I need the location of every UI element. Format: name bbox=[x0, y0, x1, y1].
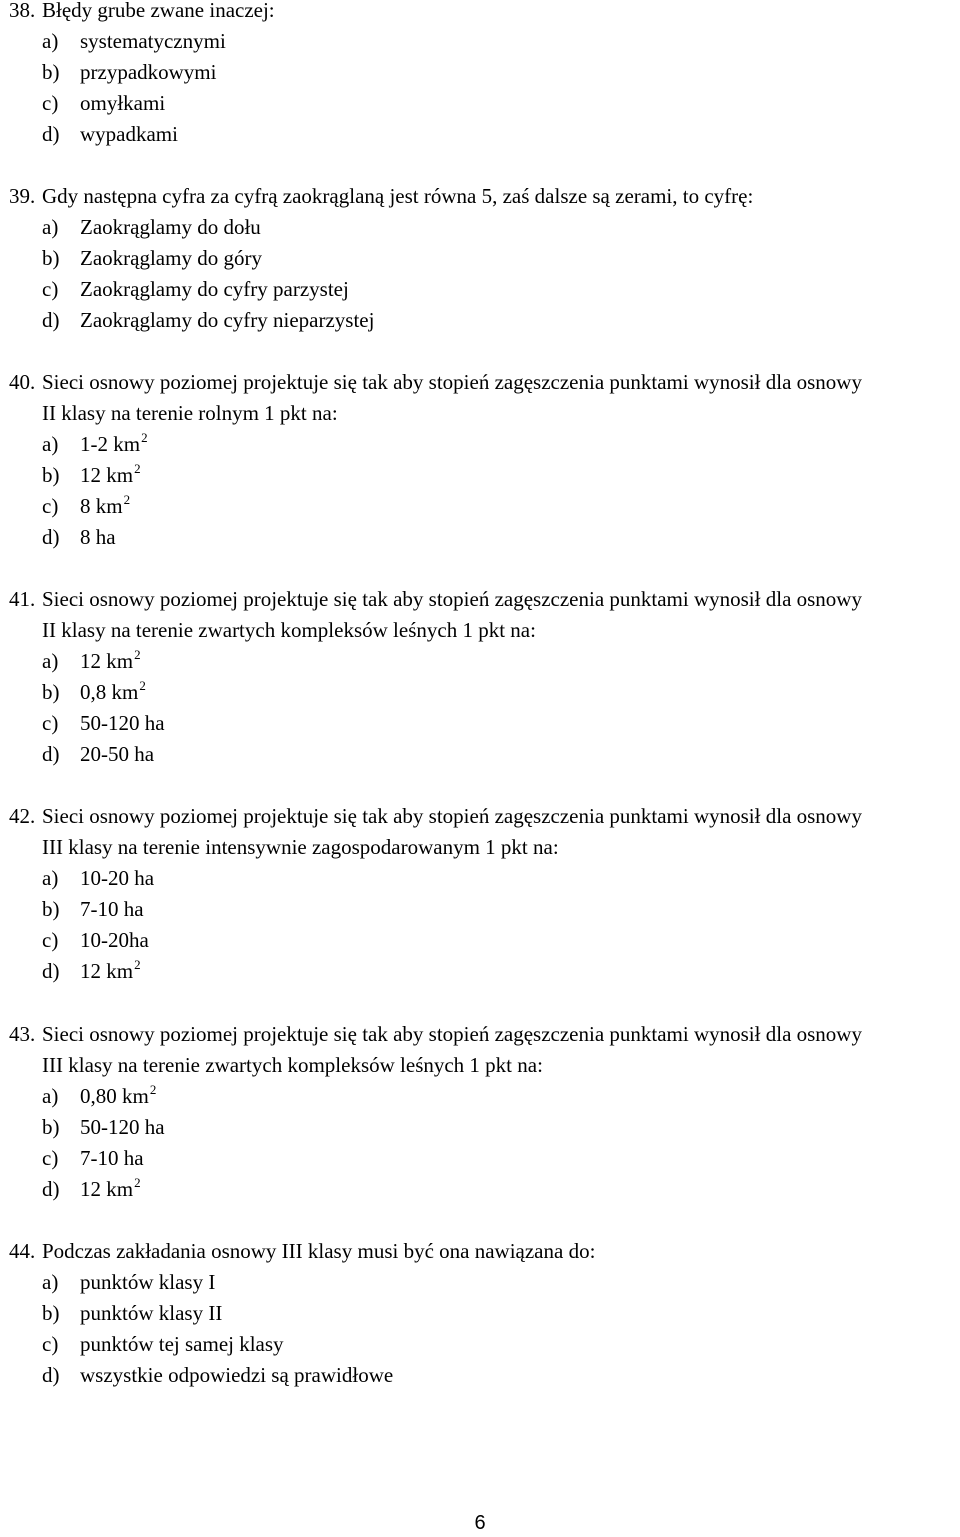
question-40 bbox=[0, 367, 960, 553]
option-superscript: 2 bbox=[123, 492, 131, 507]
option-letter: b) bbox=[42, 680, 60, 704]
option-value: wszystkie odpowiedzi są prawidłowe bbox=[80, 1363, 394, 1387]
option-letter: a) bbox=[42, 215, 59, 239]
option-letter: c) bbox=[42, 91, 59, 115]
question-text: II klasy na terenie zwartych kompleksów leśnych 1 pkt na: bbox=[42, 618, 536, 642]
option-text bbox=[80, 1360, 393, 1391]
option-value: 12 km bbox=[80, 1177, 134, 1201]
question-44 bbox=[0, 1236, 960, 1391]
option-value: Zaokrąglamy do cyfry nieparzystej bbox=[80, 308, 375, 332]
question-text: Gdy następna cyfra za cyfrą zaokrąglaną jest równa 5, zaś dalsze są zerami, to cyfrę: bbox=[42, 184, 754, 208]
option-value: punktów klasy II bbox=[80, 1301, 223, 1325]
question-text-line bbox=[0, 1019, 960, 1050]
question-number: 44. bbox=[9, 1239, 36, 1263]
answer-option bbox=[0, 1174, 960, 1205]
option-text bbox=[80, 1143, 144, 1174]
option-letter: a) bbox=[42, 866, 59, 890]
option-letter: d) bbox=[42, 959, 60, 983]
question-text-line bbox=[0, 584, 960, 615]
option-text bbox=[80, 1081, 156, 1114]
option-text bbox=[80, 1174, 141, 1207]
question-text-line bbox=[0, 801, 960, 832]
option-value: 0,80 km bbox=[80, 1084, 149, 1108]
option-text bbox=[80, 925, 149, 956]
question-43 bbox=[0, 1019, 960, 1205]
option-value: 20-50 ha bbox=[80, 742, 155, 766]
question-number: 43. bbox=[9, 1022, 36, 1046]
option-letter: b) bbox=[42, 1115, 60, 1139]
option-text bbox=[80, 894, 144, 925]
option-letter: c) bbox=[42, 711, 59, 735]
answer-option bbox=[0, 708, 960, 739]
option-value: systematycznymi bbox=[80, 29, 226, 53]
question-text: Podczas zakładania osnowy III klasy musi być ona nawiązana do: bbox=[42, 1239, 596, 1263]
option-letter: d) bbox=[42, 1177, 60, 1201]
option-superscript: 2 bbox=[141, 430, 148, 445]
option-letter: a) bbox=[42, 29, 59, 53]
option-text bbox=[80, 88, 165, 119]
option-letter: d) bbox=[42, 1363, 60, 1387]
option-value: 8 km bbox=[80, 494, 123, 518]
option-letter: c) bbox=[42, 928, 59, 952]
answer-option bbox=[0, 305, 960, 336]
question-text-line bbox=[0, 615, 960, 646]
option-superscript: 2 bbox=[139, 678, 146, 693]
option-letter: d) bbox=[42, 742, 60, 766]
option-text bbox=[80, 1112, 165, 1143]
question-text-line bbox=[0, 1050, 960, 1081]
option-value: 12 km bbox=[80, 463, 134, 487]
answer-option bbox=[0, 1360, 960, 1391]
answer-option bbox=[0, 1298, 960, 1329]
option-letter: c) bbox=[42, 1332, 59, 1356]
option-value: Zaokrąglamy do dołu bbox=[80, 215, 261, 239]
page-number: 6 bbox=[474, 1512, 486, 1534]
answer-option bbox=[0, 491, 960, 522]
option-letter: b) bbox=[42, 897, 60, 921]
answer-option bbox=[0, 522, 960, 553]
option-text bbox=[80, 57, 216, 88]
option-superscript: 2 bbox=[134, 1175, 141, 1190]
option-value: 1-2 km bbox=[80, 432, 141, 456]
option-letter: d) bbox=[42, 122, 60, 146]
option-text bbox=[80, 1298, 222, 1329]
question-39 bbox=[0, 181, 960, 336]
option-text bbox=[80, 119, 178, 150]
answer-option bbox=[0, 26, 960, 57]
option-superscript: 2 bbox=[149, 1082, 157, 1097]
option-letter: c) bbox=[42, 494, 59, 518]
question-number: 38. bbox=[9, 0, 36, 22]
question-text: III klasy na terenie zwartych kompleksów leśnych 1 pkt na: bbox=[42, 1053, 543, 1077]
answer-option bbox=[0, 243, 960, 274]
answer-option bbox=[0, 646, 960, 677]
option-value: 10-20 ha bbox=[80, 866, 155, 890]
answer-option bbox=[0, 1267, 960, 1298]
option-text bbox=[80, 212, 261, 243]
option-text bbox=[80, 305, 374, 336]
answer-option bbox=[0, 677, 960, 708]
option-value: punktów tej samej klasy bbox=[80, 1332, 284, 1356]
question-number: 39. bbox=[9, 184, 36, 208]
answer-option bbox=[0, 925, 960, 956]
question-text-line bbox=[0, 367, 960, 398]
option-letter: a) bbox=[42, 1270, 59, 1294]
option-text bbox=[80, 708, 165, 739]
question-text: III klasy na terenie intensywnie zagospodarowanym 1 pkt na: bbox=[42, 835, 559, 859]
question-38 bbox=[0, 0, 960, 150]
option-text bbox=[80, 274, 349, 305]
option-value: 12 km bbox=[80, 649, 134, 673]
option-text bbox=[80, 522, 116, 553]
option-text bbox=[80, 677, 146, 710]
answer-option bbox=[0, 88, 960, 119]
option-value: punktów klasy I bbox=[80, 1270, 216, 1294]
option-text bbox=[80, 956, 141, 989]
option-letter: d) bbox=[42, 308, 60, 332]
answer-option bbox=[0, 1112, 960, 1143]
answer-option bbox=[0, 274, 960, 305]
option-value: 10-20ha bbox=[80, 928, 149, 952]
question-text-line bbox=[0, 398, 960, 429]
question-text-line bbox=[0, 0, 960, 26]
option-letter: d) bbox=[42, 525, 60, 549]
answer-option bbox=[0, 894, 960, 925]
answer-option bbox=[0, 739, 960, 770]
question-text-line bbox=[0, 181, 960, 212]
option-letter: b) bbox=[42, 463, 60, 487]
option-text bbox=[80, 243, 262, 274]
option-value: Zaokrąglamy do cyfry parzystej bbox=[80, 277, 349, 301]
question-41 bbox=[0, 584, 960, 770]
option-letter: c) bbox=[42, 1146, 59, 1170]
option-text bbox=[80, 460, 141, 493]
question-number: 40. bbox=[9, 370, 36, 394]
question-text: Sieci osnowy poziomej projektuje się tak aby stopień zagęszczenia punktami wynosił dla osnowy bbox=[42, 1022, 862, 1046]
option-letter: b) bbox=[42, 1301, 60, 1325]
answer-option bbox=[0, 57, 960, 88]
option-superscript: 2 bbox=[134, 461, 141, 476]
answer-option bbox=[0, 1143, 960, 1174]
option-superscript: 2 bbox=[134, 647, 141, 662]
question-number: 41. bbox=[9, 587, 36, 611]
option-text bbox=[80, 863, 154, 894]
option-text bbox=[80, 429, 148, 462]
question-text: II klasy na terenie rolnym 1 pkt na: bbox=[42, 401, 338, 425]
option-value: 8 ha bbox=[80, 525, 116, 549]
option-text bbox=[80, 646, 141, 679]
question-42 bbox=[0, 801, 960, 987]
option-value: 7-10 ha bbox=[80, 897, 144, 921]
option-superscript: 2 bbox=[134, 957, 141, 972]
option-letter: b) bbox=[42, 60, 60, 84]
option-letter: b) bbox=[42, 246, 60, 270]
question-number: 42. bbox=[9, 804, 36, 828]
option-value: przypadkowymi bbox=[80, 60, 217, 84]
answer-option bbox=[0, 1329, 960, 1360]
option-text bbox=[80, 739, 154, 770]
question-text: Sieci osnowy poziomej projektuje się tak aby stopień zagęszczenia punktami wynosił dla osnowy bbox=[42, 804, 862, 828]
option-value: Zaokrąglamy do góry bbox=[80, 246, 262, 270]
option-value: 50-120 ha bbox=[80, 1115, 165, 1139]
answer-option bbox=[0, 1081, 960, 1112]
option-value: 12 km bbox=[80, 959, 134, 983]
option-letter: c) bbox=[42, 277, 59, 301]
question-text: Sieci osnowy poziomej projektuje się tak aby stopień zagęszczenia punktami wynosił dla osnowy bbox=[42, 587, 862, 611]
option-value: 7-10 ha bbox=[80, 1146, 144, 1170]
question-text: Błędy grube zwane inaczej: bbox=[42, 0, 275, 22]
answer-option bbox=[0, 429, 960, 460]
option-text bbox=[80, 1329, 284, 1360]
answer-option bbox=[0, 119, 960, 150]
answer-option bbox=[0, 863, 960, 894]
option-value: 50-120 ha bbox=[80, 711, 165, 735]
question-text: Sieci osnowy poziomej projektuje się tak aby stopień zagęszczenia punktami wynosił dla osnowy bbox=[42, 370, 862, 394]
option-value: omyłkami bbox=[80, 91, 166, 115]
answer-option bbox=[0, 956, 960, 987]
option-text bbox=[80, 491, 130, 524]
question-text-line bbox=[0, 1236, 960, 1267]
answer-option bbox=[0, 460, 960, 491]
option-text bbox=[80, 1267, 215, 1298]
question-text-line bbox=[0, 832, 960, 863]
option-letter: a) bbox=[42, 649, 59, 673]
answer-option bbox=[0, 212, 960, 243]
option-letter: a) bbox=[42, 1084, 59, 1108]
option-text bbox=[80, 26, 226, 57]
option-value: 0,8 km bbox=[80, 680, 139, 704]
option-value: wypadkami bbox=[80, 122, 178, 146]
option-letter: a) bbox=[42, 432, 59, 456]
